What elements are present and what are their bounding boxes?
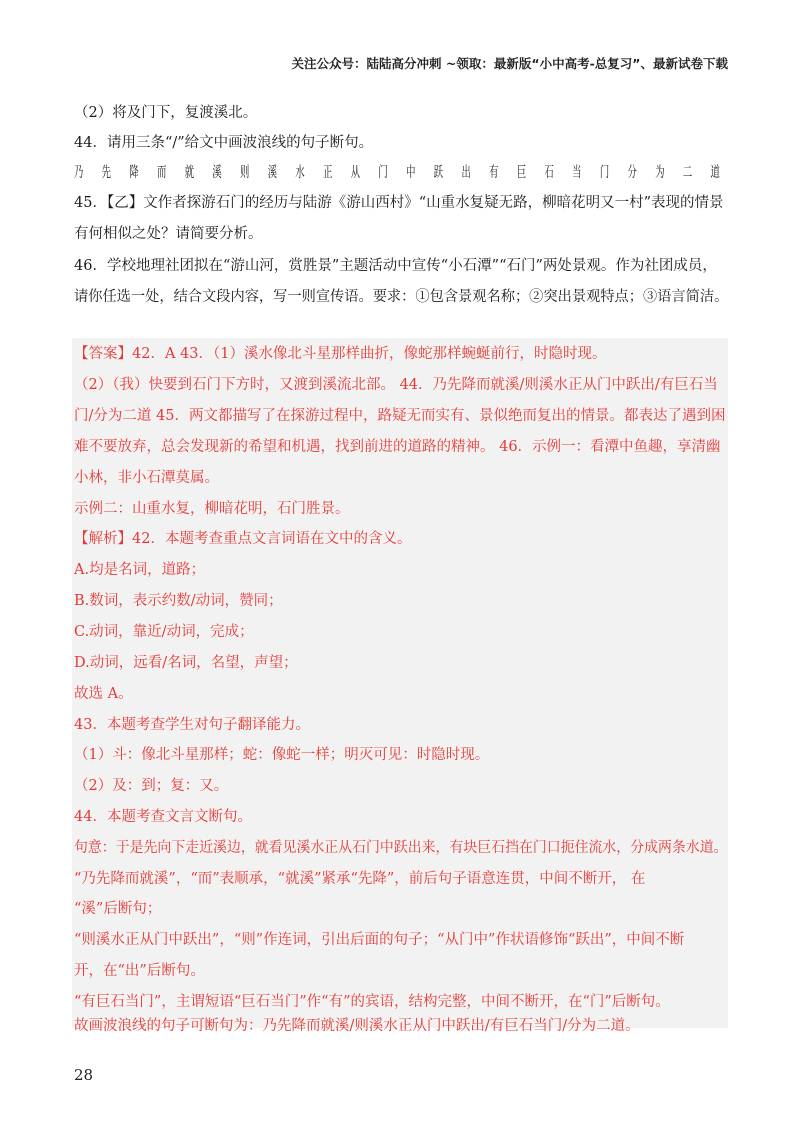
analysis-line: 43．本题考查学生对句子翻译能力。 bbox=[74, 717, 310, 733]
page-number: 28 bbox=[74, 1066, 94, 1084]
analysis-line: A.均是名词，道路； bbox=[74, 562, 206, 578]
question-line: （2）将及门下，复渡溪北。 bbox=[74, 105, 258, 121]
analysis-line: 【解析】42．本题考查重点文言词语在文中的含义。 bbox=[74, 531, 412, 547]
question-45-cont: 有何相似之处？请简要分析。 bbox=[74, 226, 263, 242]
analysis-line: 开，在“出”后断句。 bbox=[74, 963, 205, 979]
analysis-line: B.数词，表示约数/动词，赞同； bbox=[74, 593, 283, 609]
page-header: 关注公众号：陆陆高分冲刺 ~领取：最新版“小中高考-总复习”、最新试卷下载 bbox=[291, 56, 728, 71]
analysis-line: C.动词，靠近/动词，完成； bbox=[74, 624, 254, 640]
answer-line: 小林，非小石潭莫属。 bbox=[74, 470, 219, 486]
analysis-line: 故画波浪线的句子可断句为：乃先降而就溪/则溪水正从门中跃出/有巨石当门/分为二道。 bbox=[74, 1018, 640, 1034]
analysis-line: 句意：于是先向下走近溪边，就看见溪水正从石门中跃出来，有块巨石挡在门口扼住流水，分成两条水道。 bbox=[74, 840, 728, 856]
question-45: 45．【乙】文作者探游石门的经历与陆游《游山西村》“山重水复疑无路，柳暗花明又一村”表现的情景 bbox=[74, 195, 724, 211]
question-46: 46．学校地理社团拟在“游山河，赏胜景”主题活动中宣传“小石潭”“石门”两处景观。作为社团成员， bbox=[74, 258, 717, 274]
answer-line: 难不要放弃，总会发现新的希望和机遇，找到前进的道路的精神。 46．示例一：看潭中鱼趣，享清幽 bbox=[74, 439, 721, 455]
question-44-sentence: 乃 先 降 而 就 溪 则 溪 水 正 从 门 中 跃 出 有 巨 石 当 门 分 为 二 道 bbox=[74, 165, 728, 181]
analysis-line: “溪”后断句； bbox=[74, 901, 162, 917]
analysis-line: 故选 A。 bbox=[74, 686, 133, 702]
analysis-line: “则溪水正从门中跃出”，“则”作连词，引出后面的句子；“从门中”作状语修饰“跃出”，中间不断 bbox=[74, 932, 685, 948]
analysis-line: “有巨石当门”，主谓短语“巨石当门”作“有”的宾语，结构完整，中间不断开，在“门”后断句。 bbox=[74, 994, 670, 1010]
answer-line: 【答案】42．A 43．（1）溪水像北斗星那样曲折，像蛇那样蜿蜒前行，时隐时现。 bbox=[74, 346, 607, 362]
analysis-line: D.动词，远看/名词，名望，声望； bbox=[74, 655, 298, 671]
analysis-line: “乃先降而就溪”，“而”表顺承，“就溪”紧承“先降”，前后句子语意连贯，中间不断开， 在 bbox=[74, 871, 646, 887]
answer-line: （2）（我）快要到石门下方时，又渡到溪流北部。 44．乃先降而就溪/则溪水正从门中跃出/有巨石当 bbox=[74, 377, 718, 393]
answer-line: 门/分为二道 45．两文都描写了在探游过程中，路疑无而实有、景似绝而复出的情景。都表达了遇到困 bbox=[74, 408, 726, 424]
answer-line: 示例二：山重水复，柳暗花明，石门胜景。 bbox=[74, 501, 350, 517]
question-46-cont: 请你任选一处，结合文段内容，写一则宣传语。要求：①包含景观名称；②突出景观特点；③语言简洁。 bbox=[74, 289, 729, 305]
analysis-line: （2）及：到；复：又。 bbox=[74, 778, 229, 794]
analysis-line: 44．本题考查文言文断句。 bbox=[74, 809, 252, 825]
question-44: 44．请用三条“/”给文中画波浪线的句子断句。 bbox=[74, 135, 374, 151]
analysis-line: （1）斗：像北斗星那样；蛇：像蛇一样；明灭可见：时隐时现。 bbox=[74, 747, 490, 763]
